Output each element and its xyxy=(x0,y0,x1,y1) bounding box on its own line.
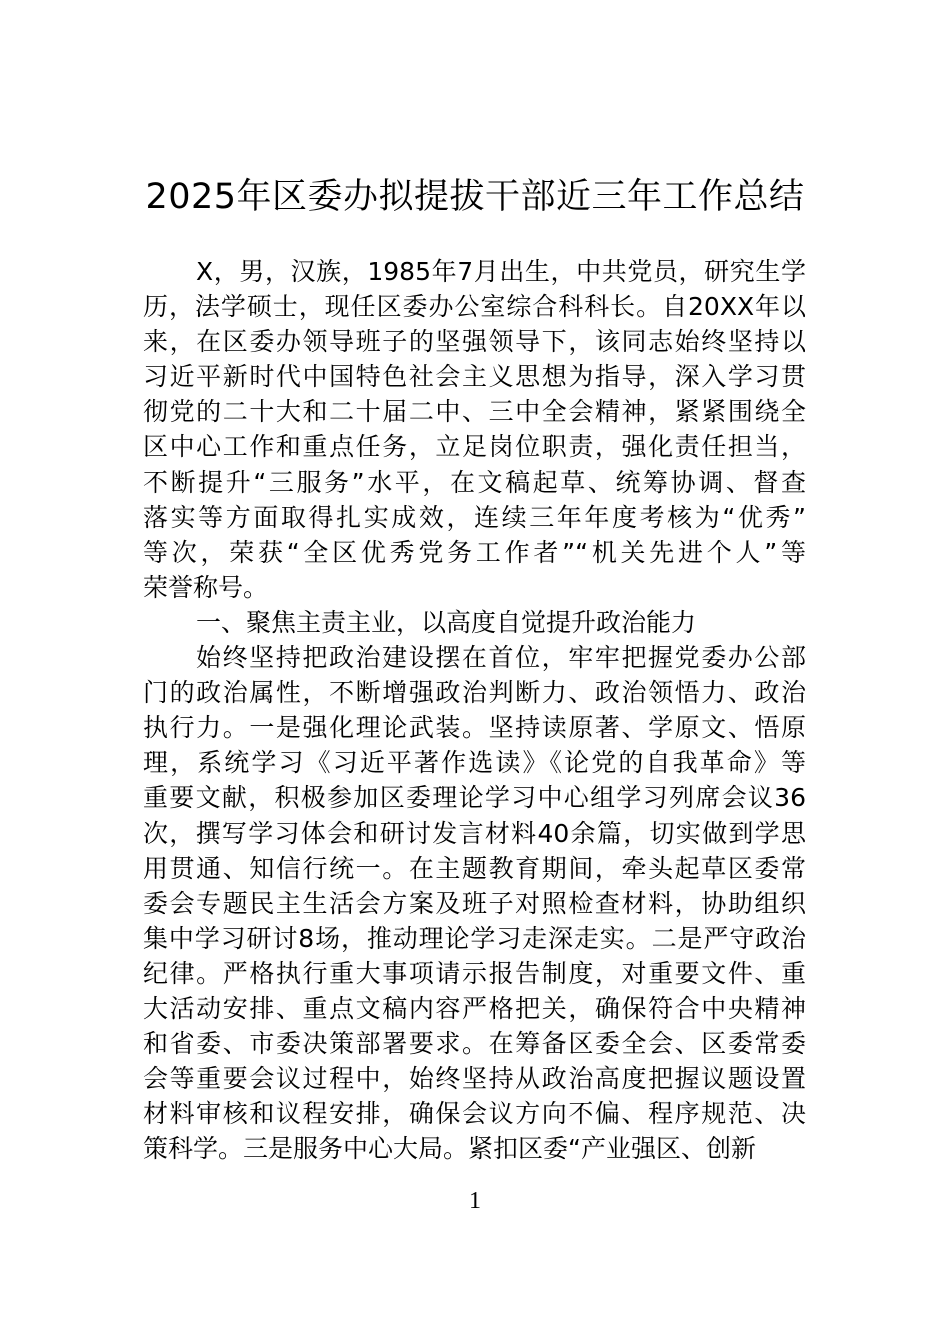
text-line: 一、聚焦主责主业，以高度自觉提升政治能力 xyxy=(196,607,697,637)
text-line: 会等重要会议过程中，始终坚持从政治高度把握议题设置 xyxy=(143,1064,806,1094)
text-line: 来，在区委办领导班子的坚强领导下，该同志始终坚持以 xyxy=(143,327,806,357)
paragraph xyxy=(143,640,806,1166)
text-line: 门的政治属性，不断增强政治判断力、政治领悟力、政治 xyxy=(143,678,806,708)
text-line: 重要文献，积极参加区委理论学习中心组学习列席会议36 xyxy=(143,783,806,813)
text-line: 集中学习研讨8场，推动理论学习走深走实。二是严守政治 xyxy=(143,923,806,953)
text-line: 执行力。一是强化理论武装。坚持读原著、学原文、悟原 xyxy=(143,713,806,743)
text-line: X，男，汉族，1985年7月出生，中共党员，研究生学 xyxy=(196,257,806,286)
text-line: 区中心工作和重点任务，立足岗位职责，强化责任担当， xyxy=(143,432,806,462)
text-line: 历，法学硕士，现任区委办公室综合科科长。自20XX年以 xyxy=(143,292,806,322)
text-line: 荣誉称号。 xyxy=(143,572,269,602)
text-line: 材料审核和议程安排，确保会议方向不偏、程序规范、决 xyxy=(143,1099,806,1129)
text-line: 用贯通、知信行统一。在主题教育期间，牵头起草区委常 xyxy=(143,853,806,883)
paragraph xyxy=(143,254,806,605)
text-line: 习近平新时代中国特色社会主义思想为指导，深入学习贯 xyxy=(143,362,806,392)
text-line: 大活动安排、重点文稿内容严格把关，确保符合中央精神 xyxy=(143,993,806,1023)
text-line: 等次，荣获“全区优秀党务工作者”“机关先进个人”等 xyxy=(143,537,806,567)
text-line: 和省委、市委决策部署要求。在筹备区委全会、区委常委 xyxy=(143,1029,806,1059)
text-line: 委会专题民主生活会方案及班子对照检查材料，协助组织 xyxy=(143,888,806,918)
text-line: 彻党的二十大和二十届二中、三中全会精神，紧紧围绕全 xyxy=(143,397,806,427)
text-line: 纪律。严格执行重大事项请示报告制度，对重要文件、重 xyxy=(143,958,806,988)
text-line: 不断提升“三服务”水平，在文稿起草、统筹协调、督查 xyxy=(143,467,806,497)
text-line: 理，系统学习《习近平著作选读》《论党的自我革命》等 xyxy=(143,748,806,778)
text-line: 始终坚持把政治建设摆在首位，牢牢把握党委办公部 xyxy=(196,643,806,673)
page-number: 1 xyxy=(469,1188,481,1214)
text-line: 落实等方面取得扎实成效，连续三年年度考核为“优秀” xyxy=(143,502,806,532)
text-line: 次，撰写学习体会和研讨发言材料40余篇，切实做到学思 xyxy=(143,818,806,848)
text-line: 策科学。三是服务中心大局。紧扣区委“产业强区、创新 xyxy=(143,1134,756,1164)
document-title: 2025年区委办拟提拔干部近三年工作总结 xyxy=(145,177,805,217)
section-heading xyxy=(143,605,806,640)
document-body xyxy=(143,254,806,1166)
